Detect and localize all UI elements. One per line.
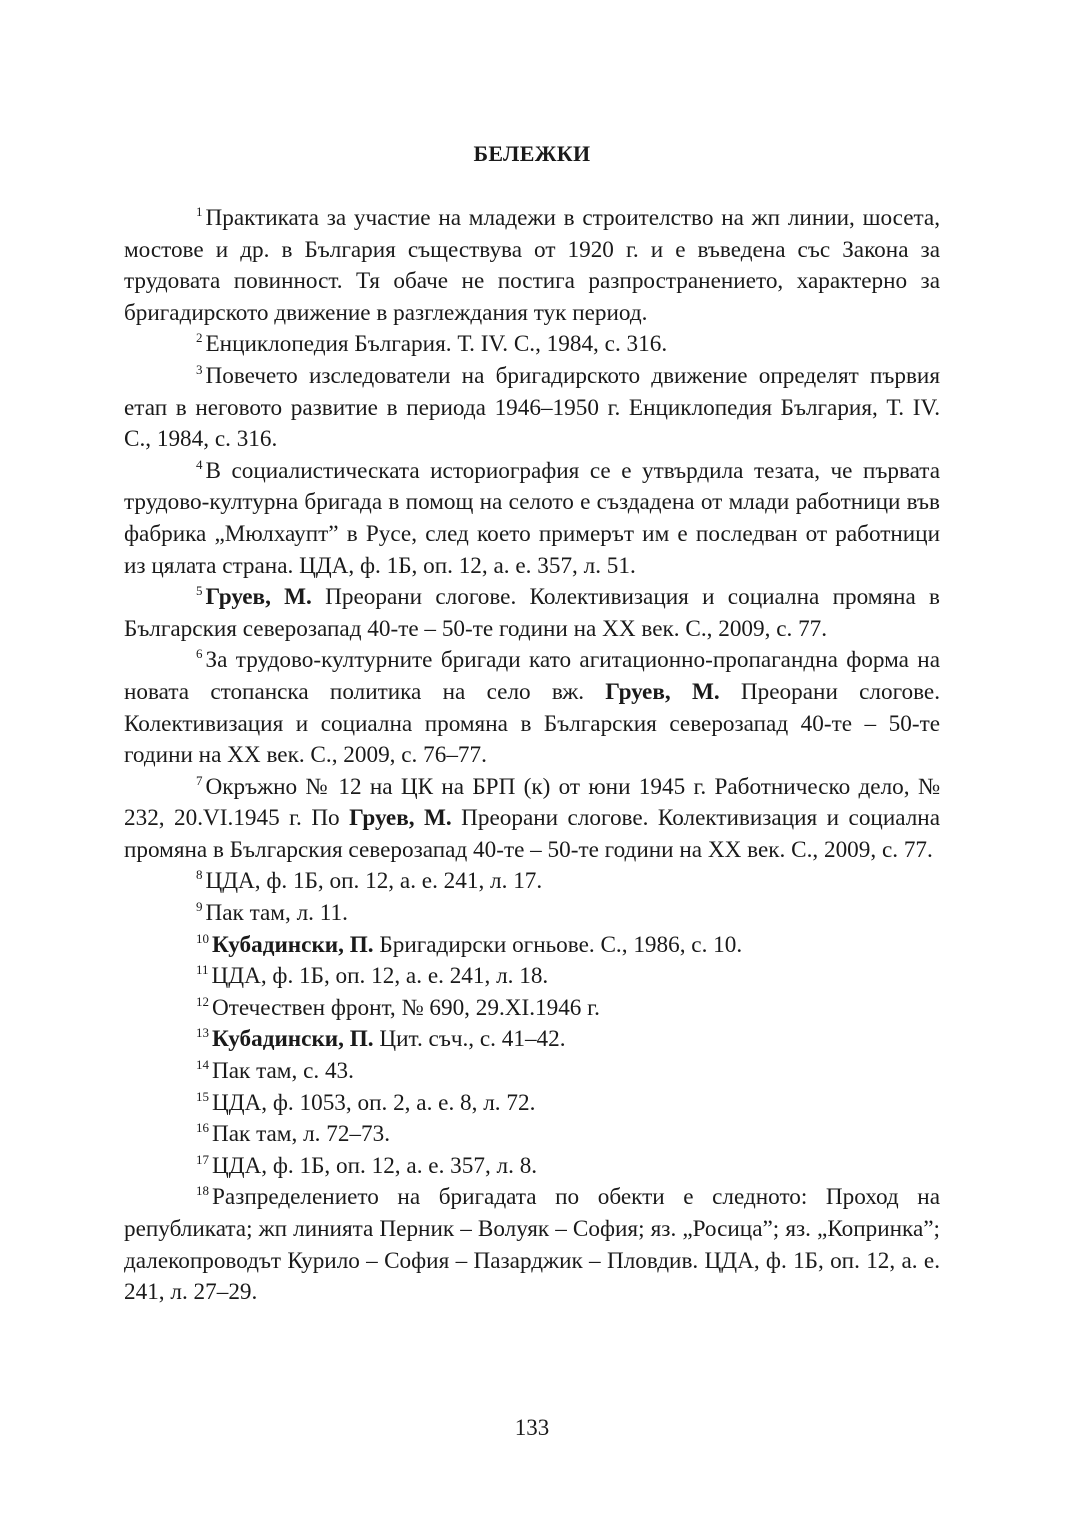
note-text: Пак там, с. 43. [212,1058,354,1085]
note-number: 6 [196,646,203,662]
note-6 [124,645,940,771]
note-3 [124,361,940,456]
notes-list [124,203,940,1309]
page-number: 133 [514,1415,550,1440]
note-text: Преорани слогове. Колективизация и социална промяна в Българския северозапад 40-те – 50-те години на XX век. С., 2009, с. 77. [124,584,941,642]
note-text: Пак там, л. 72–73. [212,1121,391,1148]
note-7 [124,772,940,867]
note-18 [124,1182,940,1308]
note-text: Енциклопедия България. Т. IV. С., 1984, с. 316. [205,331,668,358]
note-12 [124,993,940,1025]
note-author: Груев, М. [349,805,452,832]
note-number: 3 [196,361,203,377]
note-8 [124,866,940,898]
note-text: В социалистическата историография се е утвърдила тезата, че първата трудово-културна бригада в помощ на селото е създадена от млади работници във фабрика „Мюлхаупт” в Русе, след което примерът им е последван от работници из цялата страна. ЦДА, ф. 1Б, оп. 12, а. е. 357, л. 51. [124,457,940,579]
note-4 [124,456,940,582]
note-number: 17 [196,1151,209,1167]
note-text: Цит. съч., с. 41–42. [379,1026,566,1053]
note-text: ЦДА, ф. 1Б, оп. 12, а. е. 241, л. 17. [205,868,543,895]
note-14 [124,1056,940,1088]
note-text: ЦДА, ф. 1Б, оп. 12, а. е. 241, л. 18. [211,963,549,990]
note-number: 11 [196,962,209,978]
note-text: Преорани слогове. Колективизация и социална промяна в Българския северозапад 40-те – 50-те години на XX век. С., 2009, с. 76–77. [124,678,941,769]
note-15 [124,1088,940,1120]
page-title: БЕЛЕЖКИ [473,141,591,166]
note-number: 16 [196,1120,209,1136]
note-2 [124,329,940,361]
note-author: Кубадински, П. [212,1026,374,1053]
note-number: 2 [196,330,203,346]
note-number: 9 [196,899,203,915]
note-author: Кубадински, П. [212,931,374,958]
note-13 [124,1024,940,1056]
page [124,0,940,1530]
note-text: Разпределението на бригадата по обекти е следното: Проход на републиката; жп линията Перник – Волуяк – София; яз. „Росица”; яз. „Копринка”; далекопроводът Курило – София – Пазарджик – Пловдив. ЦДА, ф. 1Б, оп. 12, а. е. 241, л. 27–29. [124,1184,940,1306]
note-number: 14 [196,1057,209,1073]
note-text: Повечето изследователи на бригадирското движение определят първия етап в неговото развитие в периода 1946–1950 г. Енциклопедия България, Т. IV. С., 1984, с. 316. [124,362,940,453]
note-text: Отечествен фронт, № 690, 29.XI.1946 г. [212,994,600,1021]
note-text: ЦДА, ф. 1Б, оп. 12, а. е. 357, л. 8. [212,1152,538,1179]
note-number: 7 [196,772,203,788]
note-number: 15 [196,1088,209,1104]
note-number: 1 [196,204,203,219]
note-16 [124,1119,940,1151]
note-text: Преорани слогове. Колективизация и социална промяна в Българския северозапад 40-те – 50-те години на XX век. С., 2009, с. 77. [124,805,941,863]
note-1 [124,203,940,329]
note-text-pre: За трудово-културните бригади като агитационно-пропагандна форма на новата стопанска политика на село вж. [124,647,940,705]
note-text: Бригадирски огньове. С., 1986, с. 10. [379,931,743,958]
note-17 [124,1151,940,1183]
note-9 [124,898,940,930]
note-author: Груев, М. [605,678,720,705]
note-number: 4 [196,456,203,472]
note-number: 13 [196,1025,209,1041]
note-11 [124,961,940,993]
note-number: 5 [196,583,203,599]
note-author: Груев, М. [205,584,312,611]
note-text: ЦДА, ф. 1053, оп. 2, а. е. 8, л. 72. [212,1089,536,1116]
note-number: 18 [196,1183,209,1199]
note-number: 10 [196,930,209,946]
note-number: 8 [196,867,203,883]
note-text-pre: Окръжно № 12 на ЦК на БРП (к) от юни 1945 г. Работническо дело, № 232, 20.VI.1945 г. По [124,773,940,832]
note-text: Практиката за участие на младежи в строителство на жп линии, шосета, мостове и др. в България съществува от 1920 г. и е въведена със Закона за трудовата повинност. Тя обаче не постига разпространението, характерно за бригадирското движение в разглеждания тук период. [124,205,940,326]
note-number: 12 [196,993,209,1009]
note-text: Пак там, л. 11. [205,900,348,927]
note-5 [124,582,940,645]
note-10 [124,930,940,962]
